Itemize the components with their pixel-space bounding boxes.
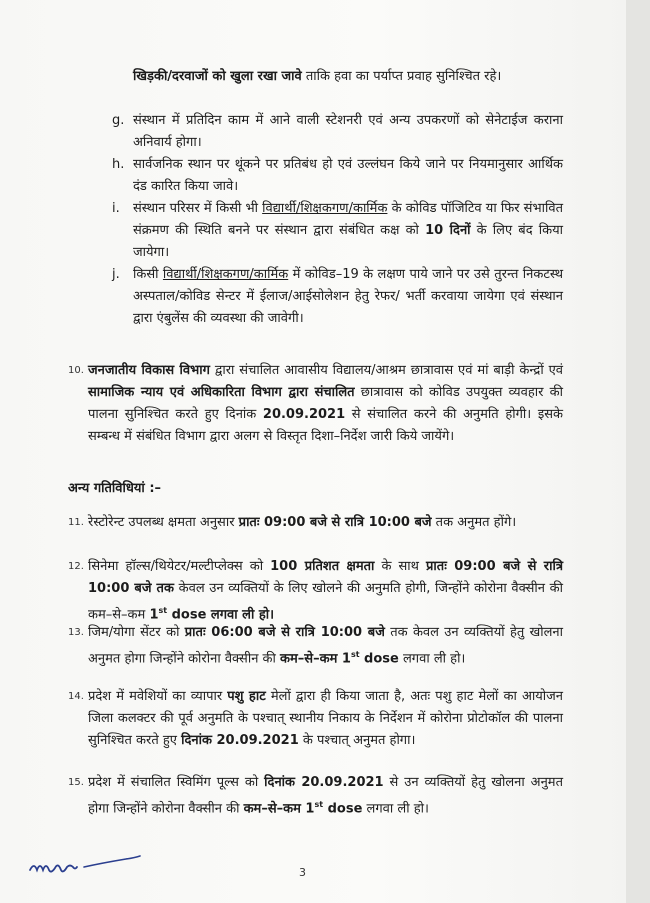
item-11: रेस्टोरेन्ट उपलब्ध क्षमता अनुसार प्रातः 09:00 बजे से रात्रि 10:00 बजे तक अनुमत होंगे। bbox=[88, 515, 517, 530]
marker-h: h. bbox=[112, 157, 125, 172]
page-edge bbox=[626, 0, 650, 903]
item-14: प्रदेश में मवेशियों का व्यापार पशु हाट मेलों द्वारा ही किया जाता है, अतः पशु हाट मेलों का आयोजन जिला कलक्टर की पूर्व अनुमति के पश्चात् स्थानीय निकाय के निर्देशन में कोरोना प्रोटोकॉल की पालना सुनिश्चित करते हुए दिनांक 20.09.2021 के पश्चात् अनुमत होगा। bbox=[88, 689, 563, 748]
number-13: 13. bbox=[68, 627, 84, 638]
page-number: 3 bbox=[299, 866, 306, 879]
item-13: जिम/योगा सेंटर को प्रातः 06:00 बजे से रात्रि 10:00 बजे तक केवल उन व्यक्तियों हेतु खोलना अनुमत होगा जिन्होंने कोरोना वैक्सीन की कम–से–कम 1st dose लगवा ली हो। bbox=[88, 625, 563, 667]
number-12: 12. bbox=[68, 561, 84, 572]
item-15: प्रदेश में संचालित स्विमिंग पूल्स को दिनांक 20.09.2021 से उन व्यक्तियों हेतु खोलना अनुमत होगा जिन्होंने कोरोना वैक्सीन की कम–से–कम 1st dose लगवा ली हो। bbox=[88, 775, 563, 817]
number-14: 14. bbox=[68, 691, 84, 702]
number-11: 11. bbox=[68, 517, 84, 528]
section-heading: अन्य गतिविधियां :– bbox=[68, 481, 162, 496]
item-g: संस्थान में प्रतिदिन काम में आने वाली स्टेशनरी एवं अन्य उपकरणों को सेनेटाईज कराना अनिवार्य होगा। bbox=[133, 113, 563, 150]
item-12: सिनेमा हॉल्स/थियेटर/मल्टीप्लेक्स को 100 प्रतिशत क्षमता के साथ प्रातः 09:00 बजे से रात्रि 10:00 बजे तक केवल उन व्यक्तियों के लिए खोलने की अनुमति होगी, जिन्होंने कोरोना वैक्सीन की कम–से–कम 1st dose लगवा ली हो। bbox=[88, 559, 564, 623]
item-h: सार्वजनिक स्थान पर थूंकने पर प्रतिबंध हो एवं उल्लंघन किये जाने पर नियमानुसार आर्थिक दंड कारित किया जावे। bbox=[133, 157, 563, 194]
item-cont: खिड़की/दरवाजों को खुला रखा जावे ताकि हवा का पर्याप्त प्रवाह सुनिश्चित रहे। bbox=[133, 69, 502, 84]
number-10: 10. bbox=[68, 365, 84, 376]
number-15: 15. bbox=[68, 777, 84, 788]
marker-i: i. bbox=[112, 201, 120, 216]
item-i: संस्थान परिसर में किसी भी विद्यार्थी/शिक्षकगण/कार्मिक के कोविड पॉजिटिव या फिर संभावित संक्रमण की स्थिति बनने पर संस्थान द्वारा संबंधित कक्ष को 10 दिनों के लिए बंद किया जायेगा। bbox=[133, 201, 563, 260]
marker-g: g. bbox=[112, 113, 125, 128]
item-10: जनजातीय विकास विभाग द्वारा संचालित आवासीय विद्यालय/आश्रम छात्रावास एवं मां बाड़ी केन्द्रों एवं सामाजिक न्याय एवं अधिकारिता विभाग द्वारा संचालित छात्रावास को कोविड उपयुक्त व्यवहार की पालना सुनिश्चित करते हुए दिनांक 20.09.2021 से संचालित करने की अनुमति होगी। इसके सम्बन्ध में संबंधित विभाग द्वारा अलग से विस्तृत दिशा–निर्देश जारी किये जायेंगे। bbox=[88, 363, 564, 444]
item-j: किसी विद्यार्थी/शिक्षकगण/कार्मिक में कोविड–19 के लक्षण पाये जाने पर उसे तुरन्त निकटस्थ अस्पताल/कोविड सेन्टर में ईलाज/आईसोलेशन हेतु रेफर/ भर्ती करवाया जायेगा एवं संस्थान द्वारा एंबुलेंस की व्यवस्था की जावेगी। bbox=[133, 267, 563, 326]
signature-mark bbox=[26, 848, 146, 884]
marker-j: j. bbox=[112, 267, 120, 282]
